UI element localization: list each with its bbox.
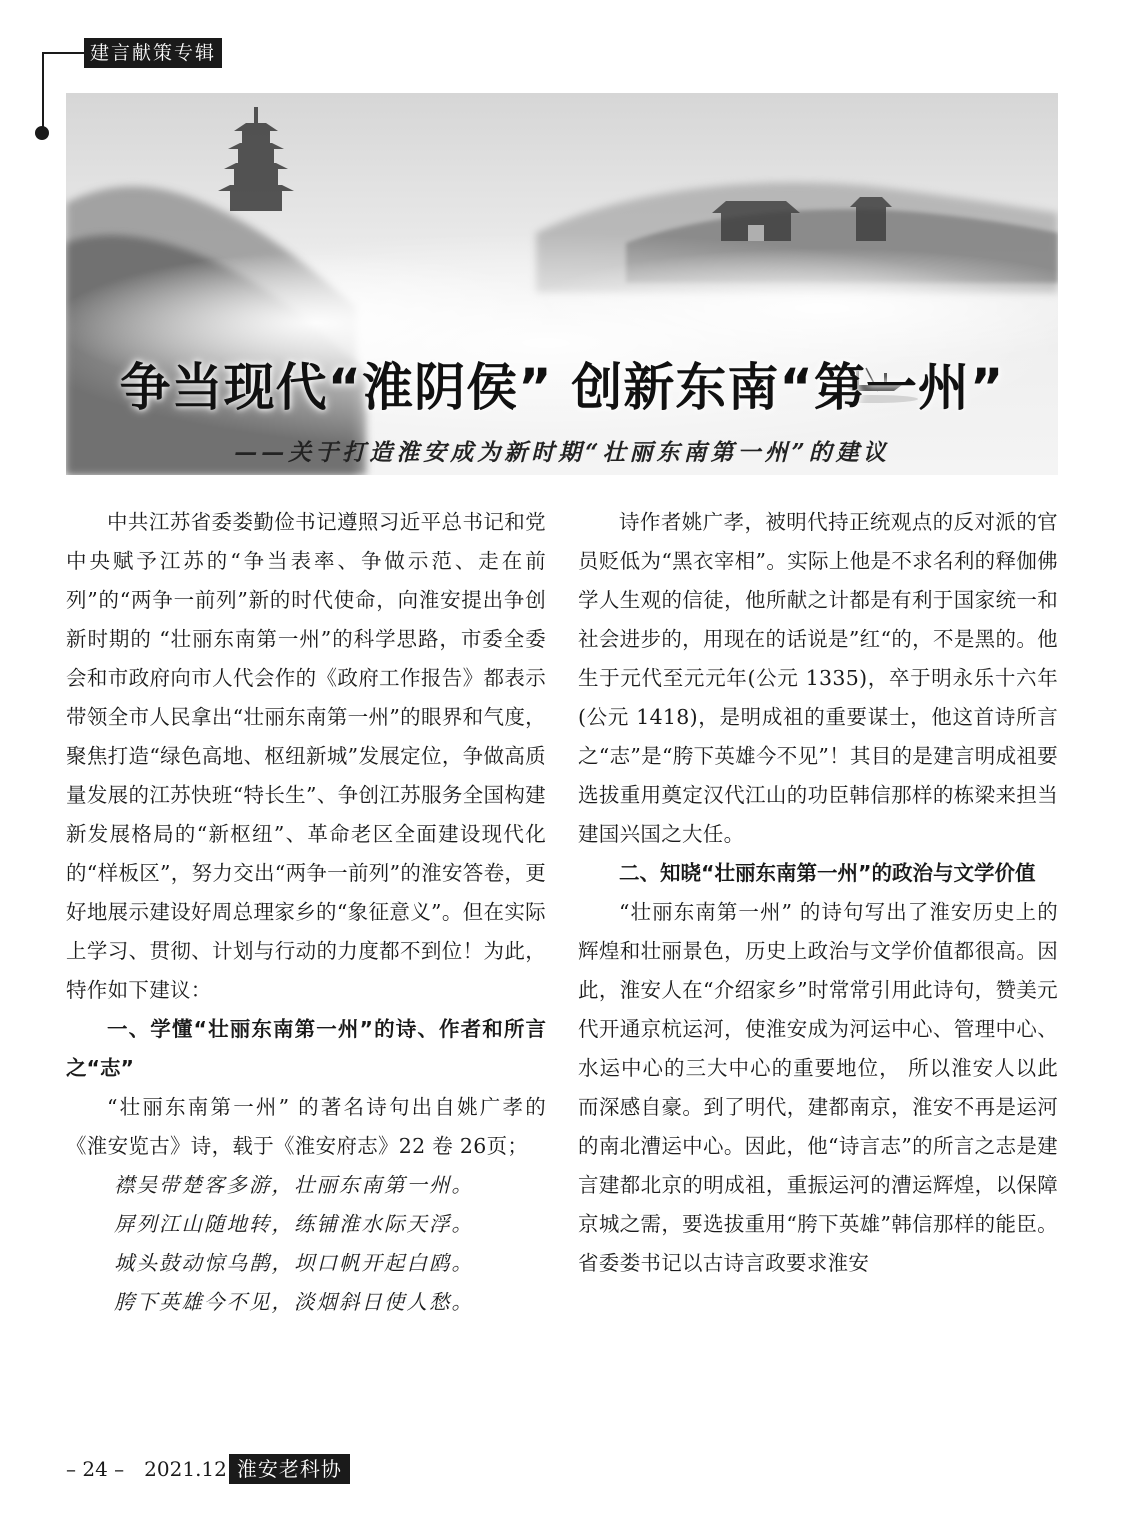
- header-rule-horizontal: [42, 52, 84, 54]
- poem-line: 城头鼓动惊乌鹊，坝口帆开起白鸥。: [114, 1251, 474, 1275]
- page-number: – 24 –: [66, 1457, 125, 1481]
- value-paragraph: “壮丽东南第一州” 的诗句写出了淮安历史上的辉煌和壮丽景色，历史上政治与文学价值都很高。因此，淮安人在“介绍家乡”时常常引用此诗句，赞美元代开通京杭运河，使淮安成为河运中心、管理中心、水运中心的三大中心的重要地位， 所以淮安人以此而深感自豪。到了明代，建都南京，淮安不再是运河的南北漕运中心。因此，他“诗言志”的所言之志是建言建都北京的明成祖，重振运河的漕运辉煌，以保障京城之需，要选拔重用“胯下英雄”韩信那样的能臣。省委娄书记以古诗言政要求淮安: [578, 900, 1058, 1275]
- section-heading-2: 二、知晓“壮丽东南第一州”的政治与文学价值: [619, 861, 1036, 885]
- header-rule-dot: [35, 126, 49, 140]
- title-banner: [66, 93, 1058, 475]
- article-subtitle: ——关于打造淮安成为新时期“壮丽东南第一州”的建议: [234, 439, 890, 466]
- poem-line: 胯下英雄今不见，淡烟斜日使人愁。: [114, 1290, 474, 1314]
- issue-date: 2021.12: [144, 1457, 227, 1481]
- magazine-name: 淮安老科协: [229, 1454, 350, 1484]
- page-footer: [66, 1454, 350, 1484]
- header-rule-vertical: [42, 52, 44, 130]
- section-tag: 建言献策专辑: [84, 38, 222, 68]
- right-column: [578, 503, 1058, 1283]
- author-bio-paragraph: 诗作者姚广孝，被明代持正统观点的反对派的官员贬低为“黑衣宰相”。实际上他是不求名利的释伽佛学人生观的信徒，他所献之计都是有利于国家统一和社会进步的，用现在的话说是”红“的，不是黑的。他生于元代至元元年(公元 1335)，卒于明永乐十六年(公元 1418)，是明成祖的重要谋士，他这首诗所言之“志”是“胯下英雄今不见”！其目的是建言明成祖要选拔重用奠定汉代江山的功臣韩信那样的栋梁来担当建国兴国之大任。: [578, 510, 1058, 846]
- poem-line: 屏列江山随地转，练铺淮水际天浮。: [114, 1212, 474, 1236]
- left-column: [66, 503, 546, 1322]
- poem-source-paragraph: “壮丽东南第一州” 的著名诗句出自姚广孝的《淮安览古》诗，载于《淮安府志》22 卷 26页；: [66, 1095, 546, 1158]
- section-heading-1: 一、学懂“壮丽东南第一州”的诗、作者和所言之“志”: [66, 1017, 546, 1080]
- poem-line: 襟吴带楚客多游，壮丽东南第一州。: [114, 1173, 474, 1197]
- intro-paragraph: 中共江苏省委娄勤俭书记遵照习近平总书记和党中央赋予江苏的“争当表率、争做示范、走在前列”的“两争一前列”新的时代使命，向淮安提出争创新时期的 “壮丽东南第一州”的科学思路，市委全委会和市政府向市人代会作的《政府工作报告》都表示带领全市人民拿出“壮丽东南第一州”的眼界和气度，聚焦打造“绿色高地、枢纽新城”发展定位，争做高质量发展的江苏快班“特长生”、争创江苏服务全国构建新发展格局的“新枢纽”、革命老区全面建设现代化的“样板区”，努力交出“两争一前列”的淮安答卷，更好地展示建设好周总理家乡的“象征意义”。但在实际上学习、贯彻、计划与行动的力度都不到位！为此，特作如下建议：: [66, 510, 546, 1002]
- poem-block: [66, 1166, 546, 1322]
- article-title: 争当现代“淮阴侯” 创新东南“第一州”: [119, 359, 1005, 418]
